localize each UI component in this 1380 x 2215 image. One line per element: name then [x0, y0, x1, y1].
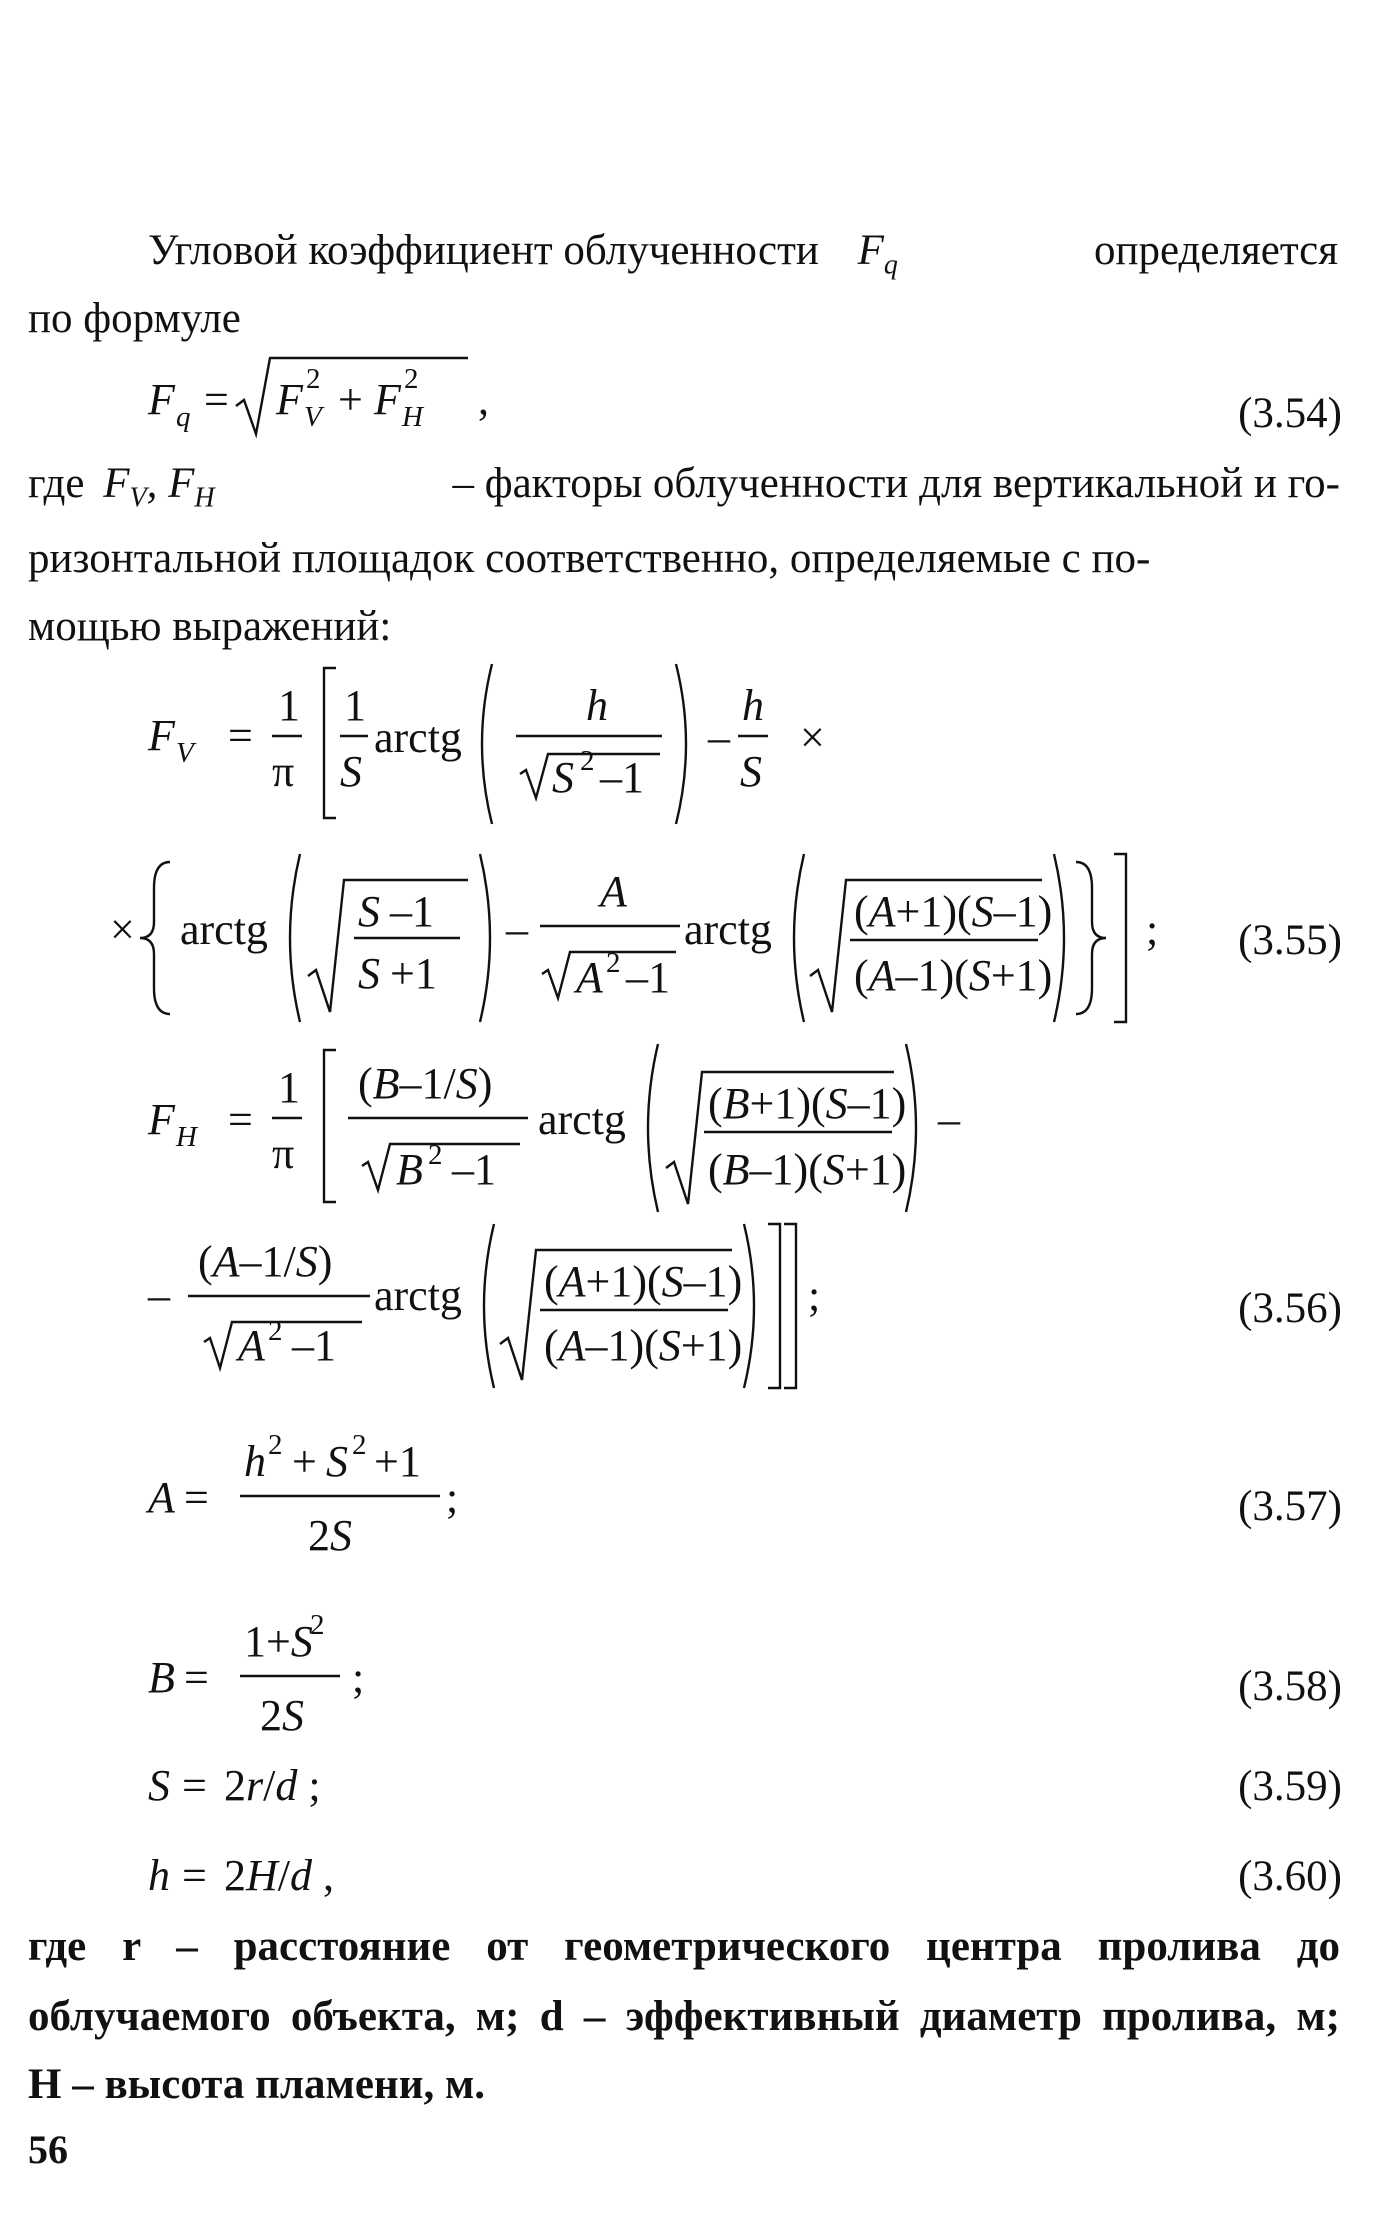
svg-text:arctg: arctg: [538, 1095, 626, 1144]
svg-text:+: +: [338, 375, 363, 424]
svg-text:F: F: [276, 375, 303, 424]
svg-text:=: =: [228, 711, 253, 760]
svg-text:(B+1)(S–1): (B+1)(S–1): [708, 1079, 907, 1128]
svg-text:2: 2: [352, 1429, 367, 1461]
intro-tail: определяется: [1094, 227, 1338, 274]
svg-text:q: q: [176, 401, 191, 433]
svg-text:=: =: [204, 375, 229, 424]
where-line-1: [28, 455, 1340, 528]
svg-text:h: h: [742, 681, 764, 730]
svg-text:h: h: [586, 681, 608, 730]
eq-number-3-57: (3.57): [1238, 1483, 1342, 1530]
svg-text:=: =: [184, 1653, 209, 1702]
svg-text:×: ×: [110, 905, 135, 954]
svg-text:1: 1: [344, 681, 366, 730]
eq-number-3-54: (3.54): [1238, 390, 1342, 437]
svg-text:A: A: [576, 953, 603, 1002]
equation-3-57: [148, 1418, 568, 1568]
svg-text:V: V: [176, 737, 194, 769]
svg-text:arctg: arctg: [374, 713, 462, 762]
svg-text:2: 2: [306, 363, 321, 395]
svg-text:S: S: [340, 747, 362, 796]
svg-text:2: 2: [268, 1429, 283, 1461]
svg-text:;: ;: [808, 1271, 821, 1320]
definitions-line-2: облучаемого объекта, м; d – эффективный диаметр пролива, м;: [28, 1993, 1340, 2040]
eq-number-3-56: (3.56): [1238, 1285, 1342, 1332]
svg-text:A: A: [238, 1321, 265, 1370]
svg-text:π: π: [272, 1129, 295, 1178]
svg-text:S: S: [358, 949, 380, 998]
svg-text:=: =: [184, 1473, 209, 1522]
svg-text:(A–1)(S+1): (A–1)(S+1): [544, 1321, 743, 1370]
page-number: 56: [28, 2127, 68, 2172]
equation-3-55-part-1: [148, 658, 848, 833]
equation-3-59: [148, 1748, 548, 1818]
svg-text:;: ;: [446, 1473, 459, 1522]
svg-text:–1: –1: [292, 1321, 336, 1370]
svg-text:–1: –1: [452, 1145, 496, 1194]
svg-text:×: ×: [800, 713, 825, 762]
svg-text:F: F: [148, 711, 175, 760]
svg-text:1: 1: [278, 681, 300, 730]
equation-3-58: [148, 1598, 548, 1748]
svg-text:A: A: [600, 867, 627, 916]
svg-text:(A+1)(S–1): (A+1)(S–1): [544, 1257, 743, 1306]
equation-3-56-part-2: [148, 1218, 948, 1393]
svg-text:2: 2: [580, 745, 595, 777]
svg-text:H: H: [402, 401, 423, 433]
svg-text:–1: –1: [390, 887, 434, 936]
svg-text:(A+1)(S–1): (A+1)(S–1): [854, 887, 1053, 936]
svg-text:+1: +1: [374, 1437, 421, 1486]
svg-text:1+S: 1+S: [244, 1617, 313, 1666]
intro-line-2: по формуле: [28, 295, 241, 342]
svg-text:,: ,: [478, 375, 489, 424]
svg-text:arctg: arctg: [684, 905, 772, 954]
svg-text:=: =: [228, 1095, 253, 1144]
eq-number-3-55: (3.55): [1238, 917, 1342, 964]
svg-text:S: S: [326, 1437, 348, 1486]
svg-text:S: S: [552, 753, 574, 802]
symbol-fv-fh: $F_V$, $F_H$: [103, 460, 215, 514]
svg-text:=: =: [182, 1851, 207, 1900]
svg-text:F: F: [148, 375, 175, 424]
svg-text:2: 2: [428, 1139, 443, 1171]
where-prefix: где: [28, 460, 85, 507]
equation-3-55-part-2: [110, 848, 1210, 1028]
svg-text:F: F: [148, 1095, 175, 1144]
svg-text:arctg: arctg: [180, 905, 268, 954]
intro-text: Угловой коэффициент облученности: [148, 227, 819, 274]
svg-text:2S: 2S: [308, 1511, 352, 1560]
svg-text:h: h: [148, 1851, 170, 1900]
svg-text:2r/d ;: 2r/d ;: [224, 1761, 321, 1810]
svg-text:S: S: [148, 1761, 170, 1810]
eq-number-3-58: (3.58): [1238, 1663, 1342, 1710]
svg-text:2: 2: [606, 947, 621, 979]
svg-text:;: ;: [352, 1653, 365, 1702]
where-line-2: ризонтальной площадок соответственно, определяемые с по-: [28, 535, 1151, 582]
svg-text:–1: –1: [626, 953, 670, 1002]
equation-3-56-part-1: [148, 1038, 1088, 1213]
svg-text:H: H: [176, 1121, 197, 1153]
svg-text:–: –: [938, 1095, 960, 1144]
svg-text:π: π: [272, 747, 295, 796]
svg-text:V: V: [304, 401, 322, 433]
svg-text:(B–1)(S+1): (B–1)(S+1): [708, 1145, 907, 1194]
svg-text:–: –: [148, 1271, 170, 1320]
svg-text:2H/d ,: 2H/d ,: [224, 1851, 335, 1900]
svg-text:S: S: [740, 747, 762, 796]
svg-text:S: S: [358, 887, 380, 936]
equation-3-60: [148, 1838, 548, 1908]
svg-text:=: =: [182, 1761, 207, 1810]
svg-text:–: –: [506, 905, 528, 954]
equation-3-54: [148, 352, 548, 442]
definitions-line-3: H – высота пламени, м.: [28, 2061, 486, 2108]
svg-text:B: B: [396, 1145, 423, 1194]
symbol-fq: $F_q$: [857, 227, 898, 281]
svg-text:h: h: [244, 1437, 266, 1486]
svg-text:arctg: arctg: [374, 1271, 462, 1320]
eq-number-3-59: (3.59): [1238, 1763, 1342, 1810]
svg-text:2S: 2S: [260, 1691, 304, 1740]
where-line-3: мощью выражений:: [28, 603, 392, 650]
svg-text:1: 1: [278, 1063, 300, 1112]
svg-text:B: B: [148, 1653, 175, 1702]
svg-text:(B–1/S): (B–1/S): [358, 1059, 493, 1108]
eq-number-3-60: (3.60): [1238, 1853, 1342, 1900]
svg-text:(A–1)(S+1): (A–1)(S+1): [854, 951, 1053, 1000]
definitions-line-1: где r – расстояние от геометрического центра пролива до: [28, 1923, 1340, 1970]
svg-text:F: F: [374, 375, 401, 424]
svg-text:;: ;: [1146, 905, 1159, 954]
svg-text:–1: –1: [600, 753, 644, 802]
intro-line-1: [148, 222, 1338, 295]
svg-text:2: 2: [404, 363, 419, 395]
svg-text:A: A: [148, 1473, 175, 1522]
svg-text:+: +: [292, 1437, 317, 1486]
svg-text:–: –: [708, 713, 730, 762]
svg-text:+1: +1: [390, 949, 437, 998]
where-rest: – факторы облученности для вертикальной и го-: [452, 460, 1340, 507]
svg-text:(A–1/S): (A–1/S): [198, 1237, 333, 1286]
svg-text:2: 2: [310, 1609, 325, 1641]
svg-text:2: 2: [268, 1315, 283, 1347]
